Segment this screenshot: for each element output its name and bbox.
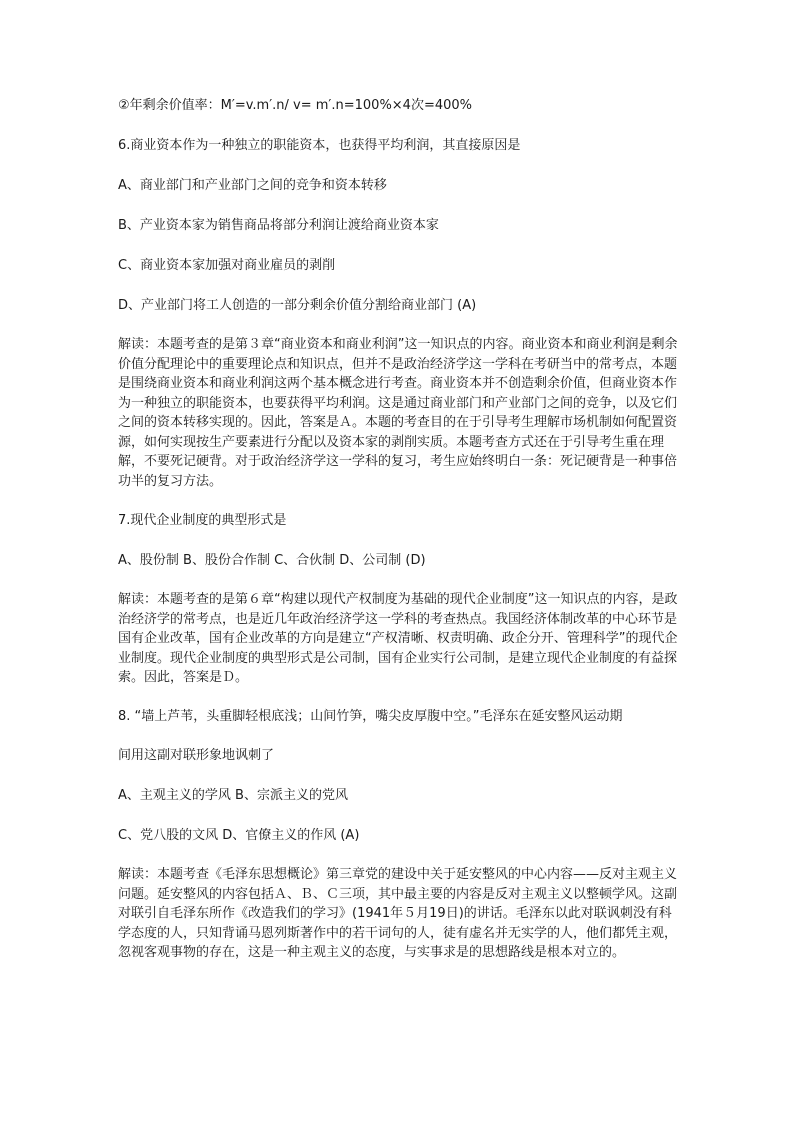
question-8: 8. “墙上芦苇，头重脚轻根底浅；山间竹笋，嘴尖皮厚腹中空。”毛泽东在延安整风运动期: [118, 708, 623, 724]
surplus-value-rate-formula: ②年剩余价值率：M′=v.m′.n/ v= m′.n=100%×4次=400%: [118, 98, 473, 113]
question-6-option-a: A、商业部门和产业部门之间的竞争和资本转移: [118, 178, 387, 193]
question-6-option-b: B、产业资本家为销售商品将部分利润让渡给商业资本家: [118, 218, 439, 233]
question-6-explanation: 解读：本题考查的是第３章“商业资本和商业利润”这一知识点的内容。商业资本和商业利润是剩余价值分配理论中的重要理论点和知识点，但并不是政治经济学这一学科在考研当中的常考点，本题是围绕商业资本和商业利润这两个基本概念进行考查。商业资本并不创造剩余价值，但商业资本作为一种独立的职能资本，也要获得平均利润。这是通过商业部门和产业部门之间的竞争，以及它们之间的资本转移实现的。因此，答案是Ａ。本题的考查目的在于引导考生理解市场机制如何配置资源，如何实现按生产要素进行分配以及资本家的剥削实质。本题考查方式还在于引导考生重在理解，不要死记硬背。对于政治经济学这一学科的复习，考生应始终明白一条：死记硬背是一种事倍功半的复习方法。: [118, 337, 678, 489]
document-page: [118, 95, 680, 982]
question-7-options: A、股份制 B、股份合作制 C、合伙制 D、公司制 (D): [118, 553, 426, 568]
question-6-option-d: D、产业部门将工人创造的一部分剩余价值分割给商业部门 (A): [118, 298, 477, 313]
question-8-options-ab: A、主观主义的学风 B、宗派主义的党风: [118, 788, 348, 803]
question-6: 6.商业资本作为一种独立的职能资本，也获得平均利润，其直接原因是: [118, 138, 521, 153]
question-6-option-c: C、商业资本家加强对商业雇员的剥削: [118, 258, 336, 273]
question-8-continued: 间用这副对联形象地讽刺了: [118, 748, 275, 763]
question-8-options-cd: C、党八股的文风 D、官僚主义的作风 (A): [118, 828, 360, 843]
question-7: 7.现代企业制度的典型形式是: [118, 513, 287, 528]
question-7-explanation: 解读：本题考查的是第６章“构建以现代产权制度为基础的现代企业制度”这一知识点的内容，是政治经济学的常考点，也是近几年政治经济学这一学科的考查热点。我国经济体制改革的中心环节是国有企业改革，国有企业改革的方向是建立“产权清晰、权责明确、政企分开、管理科学”的现代企业制度。现代企业制度的典型形式是公司制，国有企业实行公司制，是建立现代企业制度的有益探索。因此，答案是Ｄ。: [118, 592, 678, 685]
question-8-explanation: 解读：本题考查《毛泽东思想概论》第三章党的建设中关于延安整风的中心内容——反对主观主义问题。延安整风的内容包括Ａ、Ｂ、Ｃ三项，其中最主要的内容是反对主观主义以整顿学风。这副对联引自毛泽东所作《改造我们的学习》(1941年５月19日)的讲话。毛泽东以此对联讽刺没有科学态度的人，只知背诵马恩列斯著作中的若干词句的人，徒有虚名并无实学的人，他们都凭主观，忽视客观事物的存在，这是一种主观主义的态度，与实事求是的思想路线是根本对立的。: [118, 867, 678, 960]
